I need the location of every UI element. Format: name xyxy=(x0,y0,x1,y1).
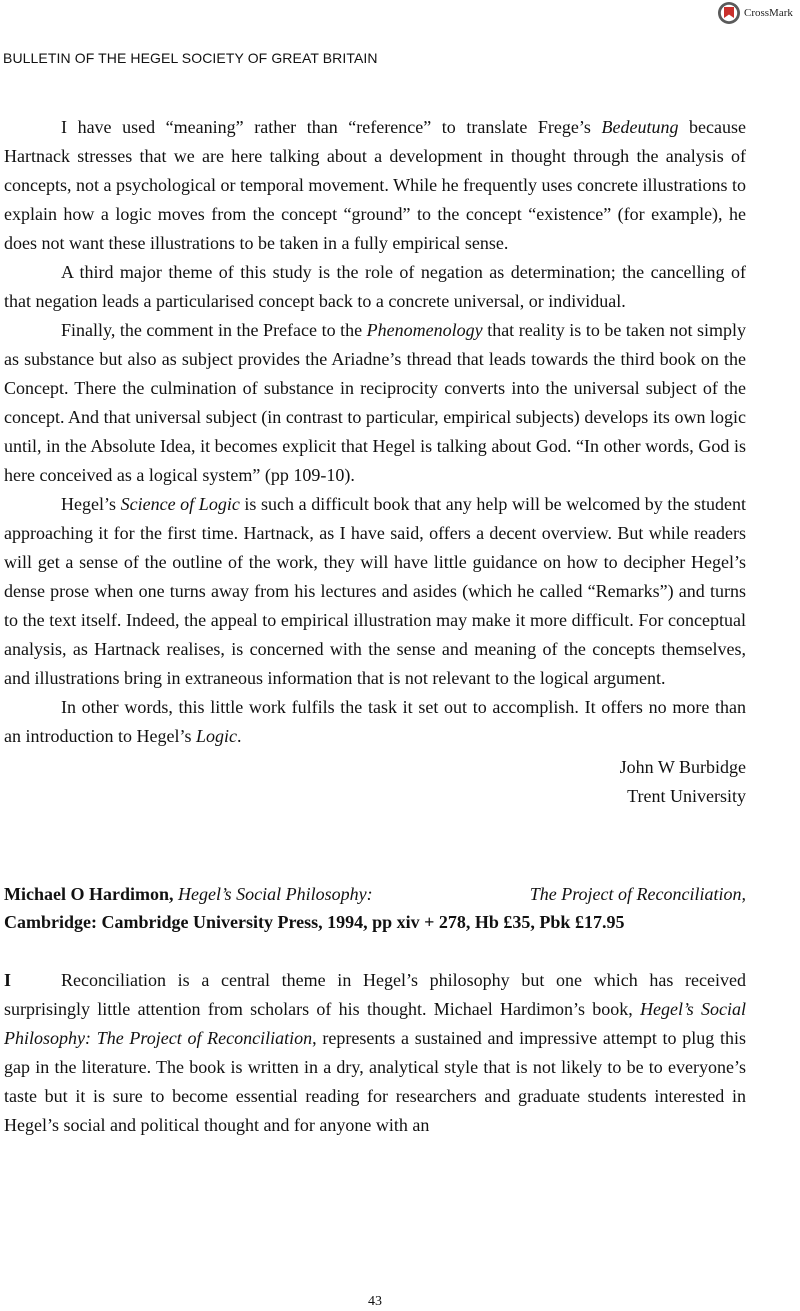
running-head: BULLETIN OF THE HEGEL SOCIETY OF GREAT BRITAIN xyxy=(3,50,378,66)
crossmark-label: CrossMark xyxy=(744,7,793,19)
paragraph-4: Hegel’s Science of Logic is such a difficult book that any help will be welcomed by the student approaching it for the first time. Hartnack, as I have said, offers a decent overview. But while readers will get a sense of the outline of the work, they will have little guidance on how to decipher Hegel’s dense prose when one turns away from his lectures and asides (which he called “Remarks”) and turns to the text itself. Indeed, the appeal to empirical illustration may make it more difficult. For conceptual analysis, as Hartnack realises, is concerned with the sense and meaning of the concepts themselves, and illustrations bring in extraneous information that is not relevant to the logical argument. xyxy=(4,494,747,688)
review-book-subtitle: The Project of Reconciliation, xyxy=(529,884,746,904)
section-number: I xyxy=(4,970,12,990)
paragraph-2: A third major theme of this study is the role of negation as determination; the cancelling of that negation leads a particularised concept back to a concrete universal, or individual. xyxy=(4,262,746,311)
review-publisher-line: Cambridge: Cambridge University Press, 1994, pp xiv + 278, Hb £35, Pbk £17.95 xyxy=(4,912,625,932)
review-book-title: Hegel’s Social Philosophy: xyxy=(178,884,373,904)
review-author: Michael O Hardimon, Hegel’s Social Philosophy: xyxy=(4,884,373,904)
paragraph-5: In other words, this little work fulfils the task it set out to accomplish. It offers no more than an introduction to Hegel’s Logic. xyxy=(4,697,746,746)
review-heading xyxy=(4,880,746,936)
paragraph-3: Finally, the comment in the Preface to the Phenomenology that reality is to be taken not simply as substance but also as subject provides the Ariadne’s thread that leads towards the third book on the Concept. There the culmination of substance in reciprocity converts into the universal subject of the concept. And that universal subject (in contrast to particular, empirical subjects) develops its own logic until, in the Absolute Idea, it becomes explicit that Hegel is talking about God. “In other words, God is here conceived as a logical system” (pp 109-10). xyxy=(4,320,747,485)
paragraph-1: I have used “meaning” rather than “reference” to translate Frege’s Bedeutung because Hartnack stresses that we are here talking about a development in thought through the analysis of concepts, not a psychological or temporal movement. While he frequently uses concrete illustrations to explain how a logic moves from the concept “ground” to the concept “existence” (for example), he does not want these illustrations to be taken in a fully empirical sense. xyxy=(4,117,746,253)
review-paragraph-1: I Reconciliation is a central theme in Hegel’s philosophy but one which has received surprisingly little attention from scholars of his thought. Michael Hardimon’s book, Hegel’s Social Philosophy: The Project of Reconciliation, represents a sustained and impressive attempt to plug this gap in the literature. The book is written in a dry, analytical style that is not likely to be to everyone’s taste but it is sure to become essential reading for researchers and graduate students interested in Hegel’s social and political thought and for anyone with an xyxy=(4,966,746,1140)
article-body xyxy=(4,113,746,1140)
crossmark-badge[interactable] xyxy=(717,1,793,25)
crossmark-icon xyxy=(717,1,741,25)
signature-block xyxy=(4,753,746,811)
page-number: 43 xyxy=(368,1294,382,1309)
signature-name: John W Burbidge xyxy=(619,757,746,777)
signature-affiliation: Trent University xyxy=(627,786,746,806)
